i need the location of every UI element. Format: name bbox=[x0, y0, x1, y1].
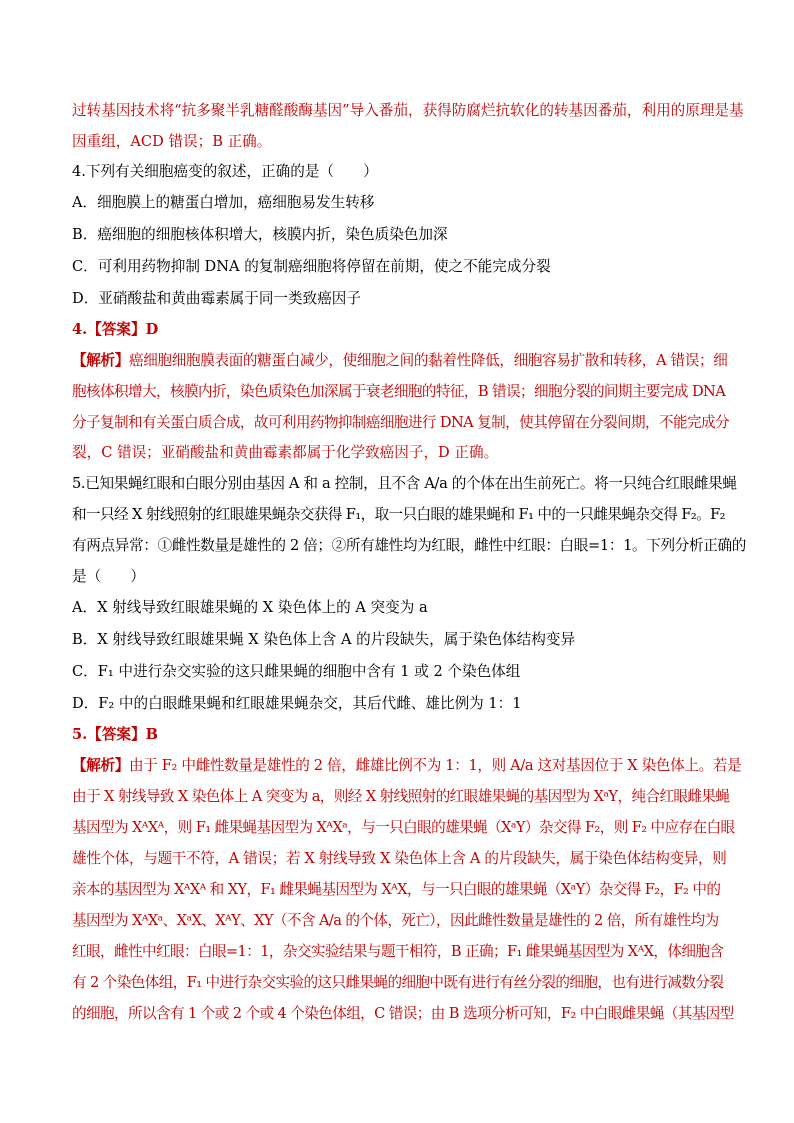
q5-analysis-line-3: 基因型为 XᴬXᴬ，则 F₁ 雌果蝇基因型为 XᴬXᵃ，与一只白眼的雄果蝇（XᵃY）杂交得 F₂，则 F₂ 中应存在白眼 bbox=[72, 819, 735, 836]
q3-analysis-line-2: 因重组，ACD 错误；B 正确。 bbox=[72, 133, 272, 150]
q5-analysis-line-7: 红眼，雌性中红眼：白眼=1：1，杂交实验结果与题干相符，B 正确；F₁ 雌果蝇基因型为 XᴬX，体细胞含 bbox=[72, 943, 724, 960]
q5-analysis-line-5: 亲本的基因型为 XᴬXᴬ 和 XY，F₁ 雌果蝇基因型为 XᴬX，与一只白眼的雄果蝇（XᵃY）杂交得 F₂，F₂ 中的 bbox=[72, 881, 721, 898]
q5-analysis-line-1: 【解析】由于 F₂ 中雌性数量是雄性的 2 倍，雌雄比例不为 1：1，则 A/a 这对基因位于 X 染色体上。若是 bbox=[72, 757, 742, 774]
q4-stem: 4.下列有关细胞癌变的叙述，正确的是（ ） bbox=[72, 163, 378, 180]
q5-stem-line-1: 5.已知果蝇红眼和白眼分别由基因 A 和 a 控制，且不含 A/a 的个体在出生前死亡。将一只纯合红眼雌果蝇 bbox=[72, 475, 737, 492]
q5-analysis-line-8: 有 2 个染色体组，F₁ 中进行杂交实验的这只雌果蝇的细胞中既有进行有丝分裂的细胞，也有进行减数分裂 bbox=[72, 974, 724, 991]
q5-answer: 5.【答案】B bbox=[72, 726, 158, 743]
q5-stem-line-3: 有两点异常：①雌性数量是雄性的 2 倍；②所有雄性均为红眼，雌性中红眼：白眼=1：1。下列分析正确的 bbox=[72, 537, 746, 554]
q5-stem-line-2: 和一只经 X 射线照射的红眼雄果蝇杂交获得 F₁，取一只白眼的雄果蝇和 F₁ 中的一只雌果蝇杂交得 F₂。F₂ bbox=[72, 506, 725, 523]
q3-analysis-line-1: 过转基因技术将“抗多聚半乳糖醛酸酶基因”导入番茄，获得防腐烂抗软化的转基因番茄，利用的原理是基 bbox=[72, 102, 744, 119]
q4-option-b: B．癌细胞的细胞核体积增大，核膜内折，染色质染色加深 bbox=[72, 226, 448, 243]
q5-option-d: D．F₂ 中的白眼雌果蝇和红眼雄果蝇杂交，其后代雌、雄比例为 1：1 bbox=[72, 695, 522, 712]
q4-analysis-line-3: 分子复制和有关蛋白质合成，故可利用药物抑制癌细胞进行 DNA 复制，使其停留在分裂间期，不能完成分 bbox=[72, 414, 730, 431]
q4-option-a: A．细胞膜上的糖蛋白增加，癌细胞易发生转移 bbox=[72, 194, 375, 211]
q5-analysis-line-9: 的细胞，所以含有 1 个或 2 个或 4 个染色体组，C 错误；由 B 选项分析可知，F₂ 中白眼雌果蝇（其基因型 bbox=[72, 1005, 734, 1022]
q5-option-b: B．X 射线导致红眼雄果蝇 X 染色体上含 A 的片段缺失，属于染色体结构变异 bbox=[72, 631, 576, 648]
q5-analysis-line-4: 雄性个体，与题干不符，A 错误；若 X 射线导致 X 染色体上含 A 的片段缺失，属于染色体结构变异，则 bbox=[72, 850, 727, 867]
q5-option-a: A．X 射线导致红眼雄果蝇的 X 染色体上的 A 突变为 a bbox=[72, 599, 428, 616]
q5-analysis-line-2: 由于 X 射线导致 X 染色体上 A 突变为 a，则经 X 射线照射的红眼雄果蝇的基因型为 XᵃY，纯合红眼雌果蝇 bbox=[72, 788, 730, 805]
q4-analysis-line-2: 胞核体积增大，核膜内折，染色质染色加深属于衰老细胞的特征，B 错误；细胞分裂的间期主要完成 DNA bbox=[72, 383, 726, 400]
q5-stem-line-4: 是（ ） bbox=[72, 568, 145, 585]
q5-analysis-tag: 【解析】 bbox=[72, 757, 129, 774]
q4-option-c: C．可利用药物抑制 DNA 的复制癌细胞将停留在前期，使之不能完成分裂 bbox=[72, 258, 551, 275]
q4-analysis-line-4: 裂，C 错误；亚硝酸盐和黄曲霉素都属于化学致癌因子，D 正确。 bbox=[72, 444, 499, 461]
q4-analysis-tag: 【解析】 bbox=[72, 352, 129, 369]
q5-option-c: C．F₁ 中进行杂交实验的这只雌果蝇的细胞中含有 1 或 2 个染色体组 bbox=[72, 663, 521, 680]
q4-analysis-line-1: 【解析】癌细胞细胞膜表面的糖蛋白减少，使细胞之间的黏着性降低，细胞容易扩散和转移，A 错误；细 bbox=[72, 352, 728, 369]
q4-answer: 4.【答案】D bbox=[72, 321, 159, 338]
q5-analysis-line-6: 基因型为 XᴬXᵃ、XᵃX、XᴬY、XY（不含 A/a 的个体，死亡），因此雌性数量是雄性的 2 倍，所有雄性均为 bbox=[72, 912, 719, 929]
q4-option-d: D．亚硝酸盐和黄曲霉素属于同一类致癌因子 bbox=[72, 290, 361, 307]
